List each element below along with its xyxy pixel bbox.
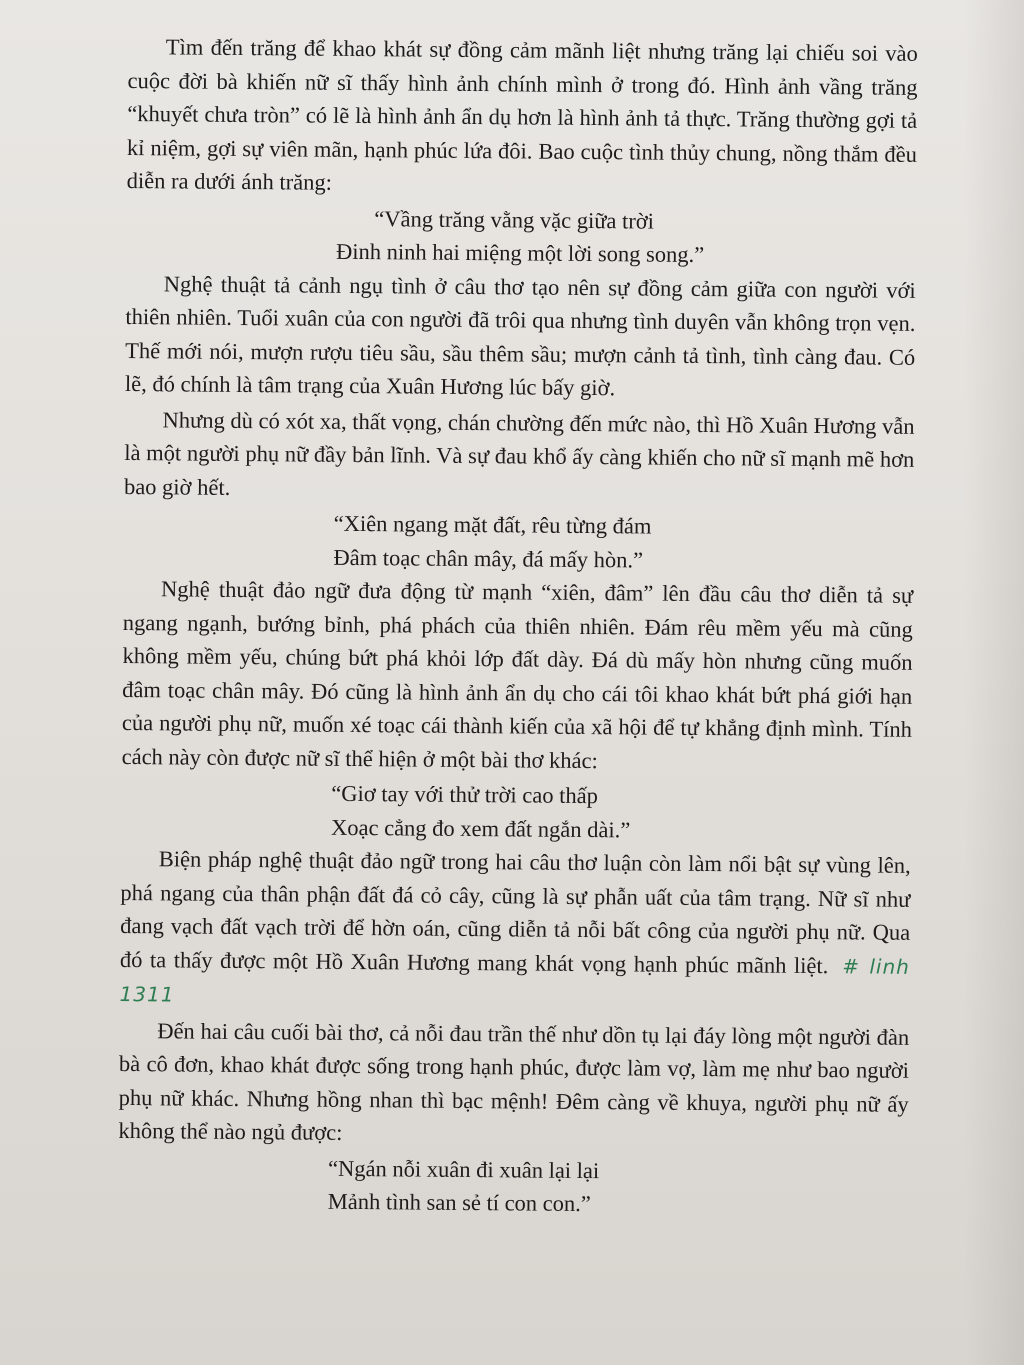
verse-line: Mảnh tình san sẻ tí con con.” — [327, 1188, 591, 1217]
paragraph-moon-longing: Tìm đến trăng để khao khát sự đồng cảm mãnh liệt nhưng trăng lại chiếu soi vào cuộc đời bà khiến nữ sĩ thấy hình ảnh chính mình ở trong đó. Hình ảnh vầng trăng “khuyết chưa tròn” có lẽ là hình ảnh ẩn dụ hơn là hình ảnh tả thực. Trăng thường gợi tả kỉ niệm, gợi sự viên mãn, hạnh phúc lứa đôi. Bao cuộc tình thủy chung, nồng thắm đều diễn ra dưới ánh trăng: — [126, 34, 918, 195]
page-text — [118, 30, 918, 1223]
verse-moon — [126, 199, 917, 273]
verse-line: “Ngán nỗi xuân đi xuân lại lại — [327, 1155, 600, 1183]
verse-line: “Vầng trăng vằng vặc giữa trời — [374, 205, 655, 234]
verse-line: Xoạc cẳng đo xem đất ngắn dài.” — [330, 814, 631, 842]
verse-line: “Xiên ngang mặt đất, rêu từng đám — [333, 510, 652, 539]
paragraph-inversion: Nghệ thuật đảo ngữ đưa động từ mạnh “xiên, đâm” lên đầu câu thơ diễn tả sự ngang ngạnh, bướng bỉnh, phá phách của thiên nhiên. Đám rêu mềm yếu mà cũng không mềm yếu, chúng bứt phá khỏi lớp đất dày. Đá dù mấy hòn nhưng cũng muốn đâm toạc chân mây. Đó cũng là hình ảnh ẩn dụ cho cái tôi khao khát bứt phá giới hạn của người phụ nữ, muốn xé toạc cái thành kiến của xã hội để tự khẳng định mình. Tính cách này còn được nữ sĩ thể hiện ở một bài thơ khác: — [121, 576, 914, 773]
paragraph-scene-emotion: Nghệ thuật tả cảnh ngụ tình ở câu thơ tạo nên sự đồng cảm giữa con người với thiên nhiên. Tuổi xuân của con người đã trôi qua nhưng tình duyên vẫn không trọn vẹn. Thế mới nói, mượn rượu tiêu sầu, sầu thêm sầu; mượn cảnh tả tình, tình càng đau. Có lẽ, đó chính là tâm trạng của Xuân Hương lúc bấy giờ. — [124, 270, 916, 401]
verse-line: Đâm toạc chân mây, đá mấy hòn.” — [333, 544, 644, 573]
paragraph-final-lines: Đến hai câu cuối bài thơ, cả nỗi đau trần thế như dồn tụ lại đáy lòng một người đàn bà cô đơn, khao khát được sống trong hạnh phúc, được làm vợ, làm mẹ như bao người phụ nữ khác. Nhưng hồng nhan thì bạc mệnh! Đêm càng về khuya, người phụ nữ ấy không thể nào ngủ được: — [118, 1017, 910, 1145]
verse-line: Đinh ninh hai miệng một lời song song.” — [335, 238, 705, 268]
verse-reach-sky — [121, 775, 912, 849]
verse-moss-rock — [123, 505, 914, 579]
handwritten-note: # linh 1311 — [119, 953, 910, 1007]
verse-spring — [118, 1149, 909, 1223]
paragraph-courage: Nhưng dù có xót xa, thất vọng, chán chường đến mức nào, thì Hồ Xuân Hương vẫn là một người phụ nữ đầy bản lĩnh. Và sự đau khổ ấy càng khiến cho nữ sĩ mạnh mẽ hơn bao giờ hết. — [123, 406, 915, 500]
paragraph-rebellion — [119, 842, 910, 1018]
paragraph-rebellion-text: Biện pháp nghệ thuật đảo ngữ trong hai câu thơ luận còn làm nổi bật sự vùng lên, phá ngang của thân phận đất đá cỏ cây, cũng là sự phẫn uất của tâm trạng. Nữ sĩ như đang vạch đất vạch trời để hờn oán, cũng diễn tả nỗi bất công của người phụ nữ. Qua đó ta thấy được một Hồ Xuân Hương mang khát vọng hạnh phúc mãnh liệt. — [119, 846, 911, 978]
verse-line: “Giơ tay với thử trời cao thấp — [331, 780, 599, 809]
